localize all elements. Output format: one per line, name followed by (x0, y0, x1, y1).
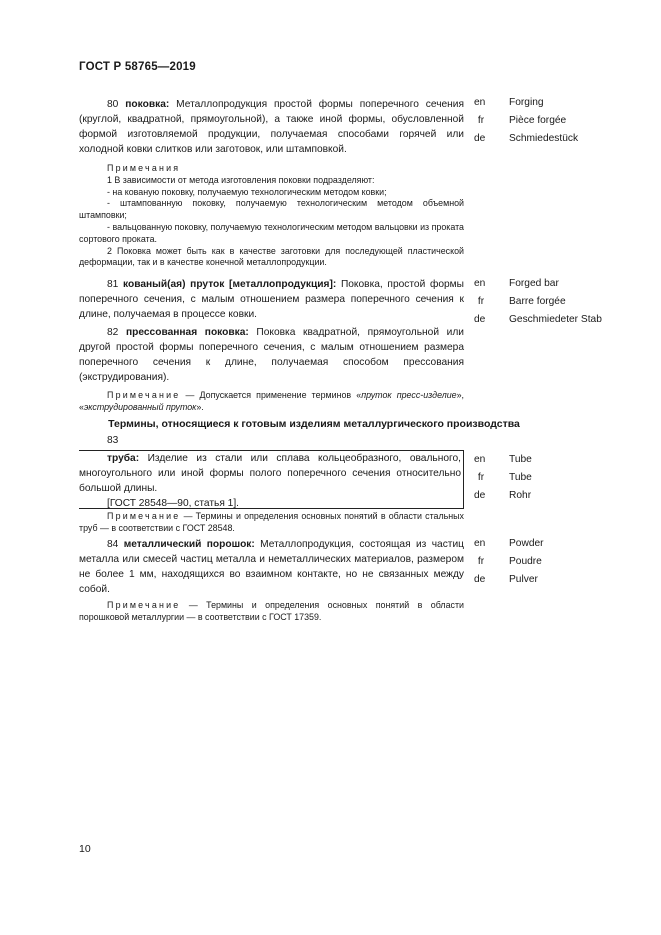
term-number: 82 (107, 327, 119, 338)
term-number: 80 (107, 99, 119, 110)
lang-code: de (474, 133, 486, 144)
note-line: 1 В зависимости от метода изготовления поковки подразделяют: (107, 174, 375, 185)
page-number: 10 (79, 843, 91, 855)
translation: Pulver (509, 574, 538, 585)
translation: Geschmiedeter Stab (509, 314, 602, 325)
note-text: — Термины и определения основных понятий в области стальных труб — в соответствии с ГОСТ 28548. (79, 511, 464, 533)
lang-code: de (474, 574, 486, 585)
term-definition: Поковка квадратной, прямоугольной или другой простой формы поперечного сечения, с малым отношением размера поперечного сечения к длине, получаемая способом прессования (экструдирования). (79, 327, 464, 383)
note-term: экструдированный пруток (83, 401, 197, 412)
lang-code: en (474, 454, 486, 465)
translations-80 (474, 95, 578, 149)
lang-code: fr (477, 296, 485, 307)
term-entry-81 (79, 277, 464, 322)
note-text: — Допускается применение терминов « (180, 390, 362, 400)
translations-81 (474, 276, 602, 330)
note-line: - штампованную поковку, получаемую технологическим методом объемной штамповки; (79, 198, 464, 221)
term-name: кованый(ая) пруток [металлопродукция]: (123, 279, 337, 290)
term-source: [ГОСТ 28548—90, статья 1]. (107, 498, 240, 509)
translation: Tube (509, 472, 532, 483)
note-text: ». (196, 401, 204, 412)
note-label: Примечание (107, 390, 181, 400)
note-label: Примечание (107, 600, 181, 610)
note-line: - вальцованную поковку, получаемую технологическим методом вальцовки из проката сортового проката. (79, 221, 464, 244)
lang-code: de (474, 490, 486, 501)
term-number-83: 83 (107, 435, 119, 446)
lang-code: en (474, 538, 486, 549)
term-name: металлический порошок: (123, 539, 255, 550)
term-entry-83 (79, 451, 461, 511)
lang-code: en (474, 97, 486, 108)
term-name: прессованная поковка: (125, 327, 249, 338)
term-definition: Изделие из стали или сплава кольцеобразного, овального, многоугольного или иной формы полого поперечного сечения относительно большой длины. (79, 453, 461, 494)
lang-code: fr (477, 556, 485, 567)
translation: Schmiedestück (509, 133, 579, 144)
notes-title: Примечания (107, 163, 181, 173)
note-term: пруток пресс-изделие (361, 390, 457, 400)
translation: Rohr (509, 490, 532, 501)
notes-80 (79, 163, 464, 269)
term-name: труба: (107, 453, 140, 464)
term-name: поковка: (125, 99, 170, 110)
document-header: ГОСТ Р 58765—2019 (79, 61, 196, 73)
translation: Barre forgée (509, 296, 566, 307)
translation: Powder (509, 538, 544, 549)
translation: Tube (509, 454, 532, 465)
translation: Pièce forgée (509, 115, 567, 126)
translation: Forged bar (509, 278, 559, 289)
term-definition: Металлопродукция, состоящая из частиц металла или смесей частиц металла и неметаллических материалов, размером не более 1 мм, находящихся во взаимном контакте, но не связанных между собой. (79, 539, 464, 595)
lang-code: de (474, 314, 486, 325)
term-definition: Поковка, простой формы поперечного сечения, с малым отношением размера поперечного сечения к длине, получаемая в процессе ковки. (79, 279, 464, 320)
note-82 (79, 390, 464, 414)
lang-code: fr (477, 472, 485, 483)
term-number: 84 (107, 539, 119, 550)
note-line: 2 Поковка может быть как в качестве заготовки для последующей пластической деформации, так и в качестве конечной металлопродукции. (79, 245, 464, 268)
note-84 (79, 600, 464, 624)
translations-83 (474, 452, 532, 506)
note-text: », « (79, 390, 465, 412)
note-text: — Термины и определения основных понятий в области порошковой металлургии — в соответствии с ГОСТ 17359. (79, 600, 464, 622)
term-entry-80 (79, 97, 464, 157)
note-83 (79, 511, 464, 535)
note-label: Примечание (107, 511, 181, 521)
term-definition: Металлопродукция простой формы поперечного сечения (круглой, квадратной, прямоугольной), а также иной формы, обусловленной формой изготовляемой продукции, получаемая способами горячей или холодной ковки слитков или заготовок, или штамповкой. (79, 99, 464, 155)
section-heading: Термины, относящиеся к готовым изделиям металлургического производства (108, 418, 520, 430)
term-entry-82 (79, 325, 464, 385)
translation: Forging (509, 97, 544, 108)
note-line: - на кованую поковку, получаемую технологическим методом ковки; (107, 186, 387, 197)
lang-code: fr (477, 115, 485, 126)
translation: Poudre (509, 556, 542, 567)
translations-84 (474, 536, 544, 590)
lang-code: en (474, 278, 486, 289)
term-entry-84 (79, 537, 464, 597)
term-number: 81 (107, 279, 119, 290)
